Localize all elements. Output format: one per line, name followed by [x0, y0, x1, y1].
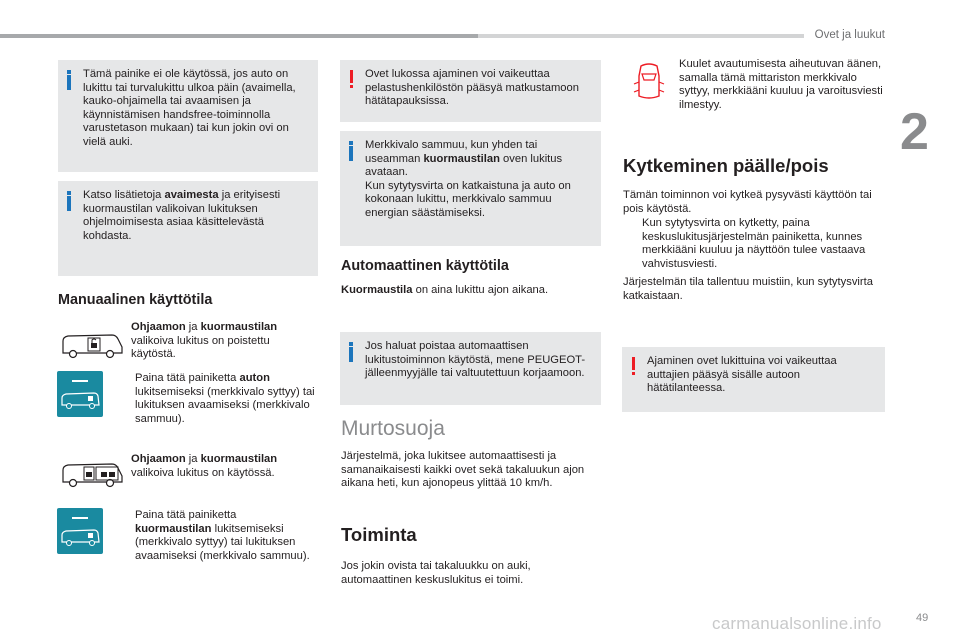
bullet-activation: Kun sytytysvirta on kytketty, paina keskuslukitusjärjestelmän painiketta, kunnes merkkiääni kuuluu ja näyttöön tulee vastaava vahvistusviesti. [642, 217, 866, 270]
door-lock-warning-icon [632, 60, 666, 104]
warning-text: Ajaminen ovet lukittuina voi vaikeuttaa auttajien pääsyä sisälle autoon hätätilanteessa. [647, 355, 837, 395]
load-area-lock-button[interactable] [57, 508, 103, 554]
warning-box-helpers [622, 347, 885, 412]
info-box-disable-auto [340, 332, 601, 405]
header-bar-light [478, 34, 804, 38]
page-number: 49 [916, 612, 929, 624]
automatic-mode-text: Kuormaustila on aina lukittu ajon aikana. [341, 284, 549, 296]
manual-mode-disabled-text: Ohjaamon ja kuormaustilan valikoiva lukitus on poistettu käytöstä. [131, 321, 278, 361]
section-title: Ovet ja luukut [814, 29, 885, 41]
warning-text: Ovet lukossa ajaminen voi vaikeuttaa pelastushenkilöstön pääsyä matkustamoon hätätapauksissa. [365, 68, 579, 108]
watermark: carmanualsonline.info [712, 614, 882, 633]
activation-outro: Järjestelmän tila tallentuu muistiin, kun sytytysvirta katkaistaan. [623, 276, 873, 302]
chapter-number: 2 [900, 103, 929, 161]
info-text: Jos haluat poistaa automaattisen lukitustoiminnon käytöstä, mene PEUGEOT-jälleenmyyjälle tai valtuutettuun korjaamoon. [365, 340, 586, 380]
info-box-indicator [340, 131, 601, 246]
heading-manual-mode: Manuaalinen käyttötila [58, 292, 213, 308]
door-open-warning-text: Kuulet avautumisesta aiheutuvan äänen, samalla tämä mittariston merkkivalo syttyy, merkkiääni kuuluu ja varoitusviesti ilmestyy. [679, 58, 883, 111]
warning-box-rescue [340, 60, 601, 122]
manual-mode-enabled-text: Ohjaamon ja kuormaustilan valikoiva lukitus on käytössä. [131, 453, 278, 479]
info-text: Merkkivalo sammuu, kun yhden tai useamman kuormaustilan oven lukitus avataan. Kun sytytysvirta on katkaistuna ja auto on kokonaan lukittu, merkkivalo sammuu energian säästämiseksi. [365, 139, 571, 219]
info-icon [67, 191, 71, 211]
info-box-button-disabled [58, 60, 318, 172]
heading-anti-theft: Murtosuoja [341, 417, 445, 440]
heading-automatic-mode: Automaattinen käyttötila [341, 258, 509, 274]
info-icon [67, 70, 71, 90]
operation-text: Jos jokin ovista tai takaluukku on auki, automaattinen keskuslukitus ei toimi. [341, 560, 531, 586]
anti-theft-text: Järjestelmä, joka lukitsee automaattisesti ja samanaikaisesti kaikki ovet sekä takaluukun ajon aikana heti, kun ajonopeus ylittää 10 km/h. [341, 450, 585, 490]
info-text: Tämä painike ei ole käytössä, jos auto on lukittu tai turvalukittu ulkoa päin (avaimella, kauko-ohjaimella tai avaamisen ja käynnistämisen handsfree-toiminnolla varustetason mukaan) tai kun jokin ovi on vielä auki. [83, 68, 296, 148]
info-box-key-reference [58, 181, 318, 276]
bullet-press-lock: Paina tätä painiketta auton lukitsemiseksi (merkkivalo syttyy) tai lukituksen avaamiseksi (merkkivalo sammuu). [135, 372, 315, 425]
info-text: Katso lisätietoja avaimesta ja erityisesti kuormaustilan valikoivan lukituksen ohjelmoimisesta asiaa käsittelevästä kohdasta. [83, 189, 281, 242]
activation-intro: Tämän toiminnon voi kytkeä pysyvästi käyttöön tai pois käytöstä. [623, 189, 872, 215]
heading-operation: Toiminta [341, 524, 417, 545]
info-icon [349, 342, 353, 362]
heading-activation: Kytkeminen päälle/pois [623, 155, 829, 176]
central-lock-button[interactable] [57, 371, 103, 417]
header-bar [0, 34, 478, 38]
bullet-press-load-lock: Paina tätä painiketta kuormaustilan lukitsemiseksi (merkkivalo syttyy) tai lukituksen avaamiseksi (merkkivalo sammuu). [135, 509, 310, 562]
van-locked-icon [60, 458, 124, 490]
van-lock-icon [57, 371, 103, 417]
warning-icon [631, 357, 635, 375]
warning-icon [349, 70, 353, 88]
info-icon [349, 141, 353, 161]
van-unlocked-icon [60, 329, 124, 361]
van-lock-icon [57, 508, 103, 554]
